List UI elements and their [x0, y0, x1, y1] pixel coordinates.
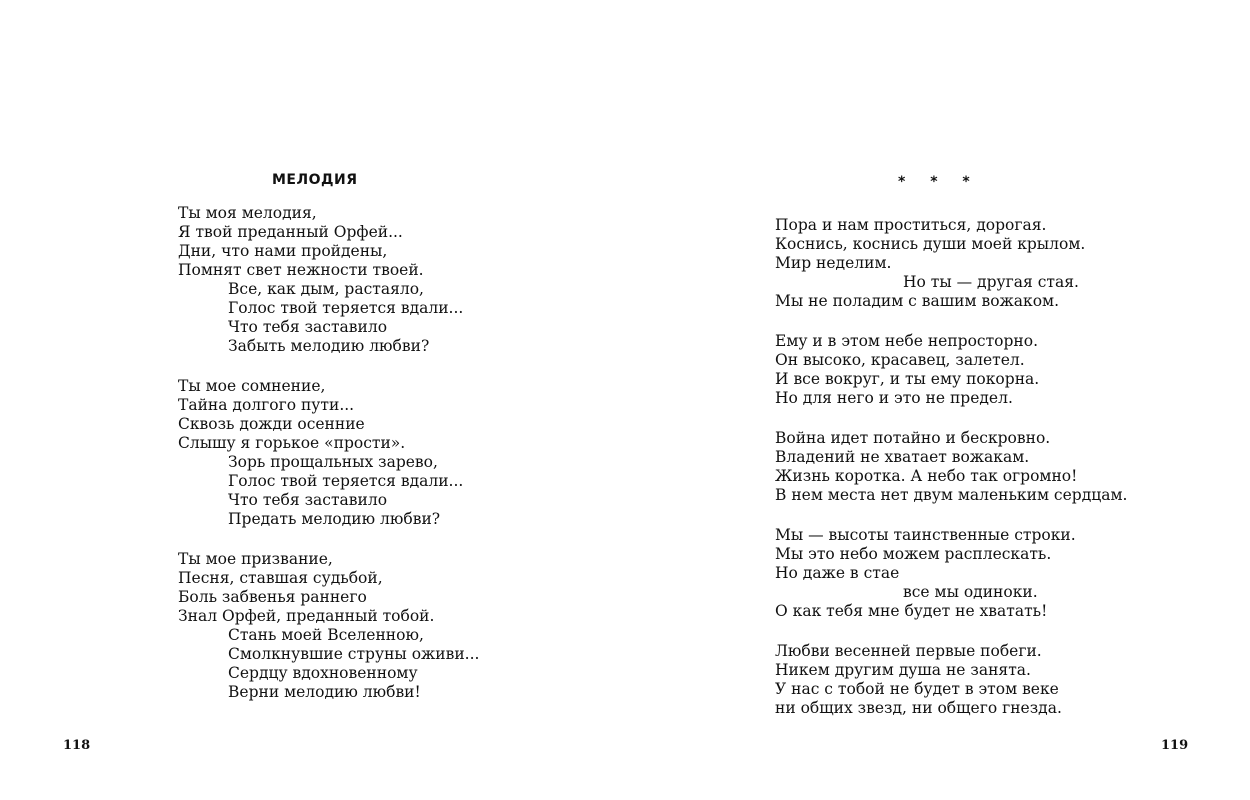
poem-line: У нас с тобой не будет в этом веке: [775, 680, 1059, 698]
poem-title: МЕЛОДИЯ: [272, 172, 358, 188]
poem-line: Но ты — другая стая.: [903, 273, 1079, 291]
poem-line: Помнят свет нежности твоей.: [178, 261, 424, 279]
poem-line: Знал Орфей, преданный тобой.: [178, 607, 435, 625]
poem-line: Песня, ставшая судьбой,: [178, 569, 383, 587]
stanza-2: [178, 377, 479, 529]
poem-line: Что тебя заставило: [228, 318, 388, 336]
poem-line: В нем места нет двум маленьким сердцам.: [775, 486, 1128, 504]
stanza-1: [775, 216, 1127, 311]
poem-untitled: [775, 216, 1127, 739]
poem-line: Ему и в этом небе непросторно.: [775, 332, 1039, 350]
poem-line: Владений не хватает вожакам.: [775, 448, 1030, 466]
poem-line: И все вокруг, и ты ему покорна.: [775, 370, 1040, 388]
poem-line: Но для него и это не предел.: [775, 389, 1013, 407]
poem-line: ни общих звезд, ни общего гнезда.: [775, 699, 1062, 717]
stanza-4: [775, 526, 1127, 621]
stanza-2: [775, 332, 1127, 408]
poem-line: Мы — высоты таинственные строки.: [775, 526, 1076, 544]
poem-line: Ты мое призвание,: [178, 550, 333, 568]
page-number: 119: [1161, 738, 1189, 753]
poem-line: Боль забвенья раннего: [178, 588, 367, 606]
poem-line: Стань моей Вселенною,: [228, 626, 424, 644]
poem-melodiya: [178, 204, 479, 723]
page-number: 118: [63, 738, 91, 753]
poem-line: Война идет потайно и бескровно.: [775, 429, 1051, 447]
poem-line: Мы не поладим с вашим вожаком.: [775, 292, 1060, 310]
stanza-5: [775, 642, 1127, 718]
poem-line: Зорь прощальных зарево,: [228, 453, 438, 471]
poem-line: Сердцу вдохновенному: [228, 664, 418, 682]
poem-line: Пора и нам проститься, дорогая.: [775, 216, 1047, 234]
poem-line: Что тебя заставило: [228, 491, 388, 509]
poem-line: Я твой преданный Орфей...: [178, 223, 403, 241]
stanza-3: [775, 429, 1127, 505]
poem-line: Жизнь коротка. А небо так огромно!: [775, 467, 1078, 485]
poem-line: Он высоко, красавец, залетел.: [775, 351, 1025, 369]
poem-line: Дни, что нами пройдены,: [178, 242, 388, 260]
poem-line: Никем другим душа не занята.: [775, 661, 1031, 679]
poem-line: Все, как дым, растаяло,: [228, 280, 424, 298]
poem-line: Любви весенней первые побеги.: [775, 642, 1042, 660]
poem-line: все мы одиноки.: [903, 583, 1038, 601]
asterism-heading: * * *: [898, 174, 980, 190]
stanza-3: [178, 550, 479, 702]
poem-line: Коснись, коснись души моей крылом.: [775, 235, 1086, 253]
poem-line: Верни мелодию любви!: [228, 683, 421, 701]
poem-line: Голос твой теряется вдали...: [228, 472, 464, 490]
stanza-1: [178, 204, 479, 356]
poem-line: О как тебя мне будет не хватать!: [775, 602, 1048, 620]
poem-line: Голос твой теряется вдали...: [228, 299, 464, 317]
poem-line: Забыть мелодию любви?: [228, 337, 430, 355]
poem-line: Ты моя мелодия,: [178, 204, 317, 222]
poem-line: Смолкнувшие струны оживи...: [228, 645, 480, 663]
poem-line: Тайна долгого пути...: [178, 396, 355, 414]
poem-line: Но даже в стае: [775, 564, 900, 582]
poem-line: Ты мое сомнение,: [178, 377, 326, 395]
right-page: [625, 0, 1250, 800]
poem-line: Слышу я горькое «прости».: [178, 434, 406, 452]
poem-line: Сквозь дожди осенние: [178, 415, 365, 433]
poem-line: Мы это небо можем расплескать.: [775, 545, 1052, 563]
poem-line: Мир неделим.: [775, 254, 892, 272]
poem-line: Предать мелодию любви?: [228, 510, 441, 528]
